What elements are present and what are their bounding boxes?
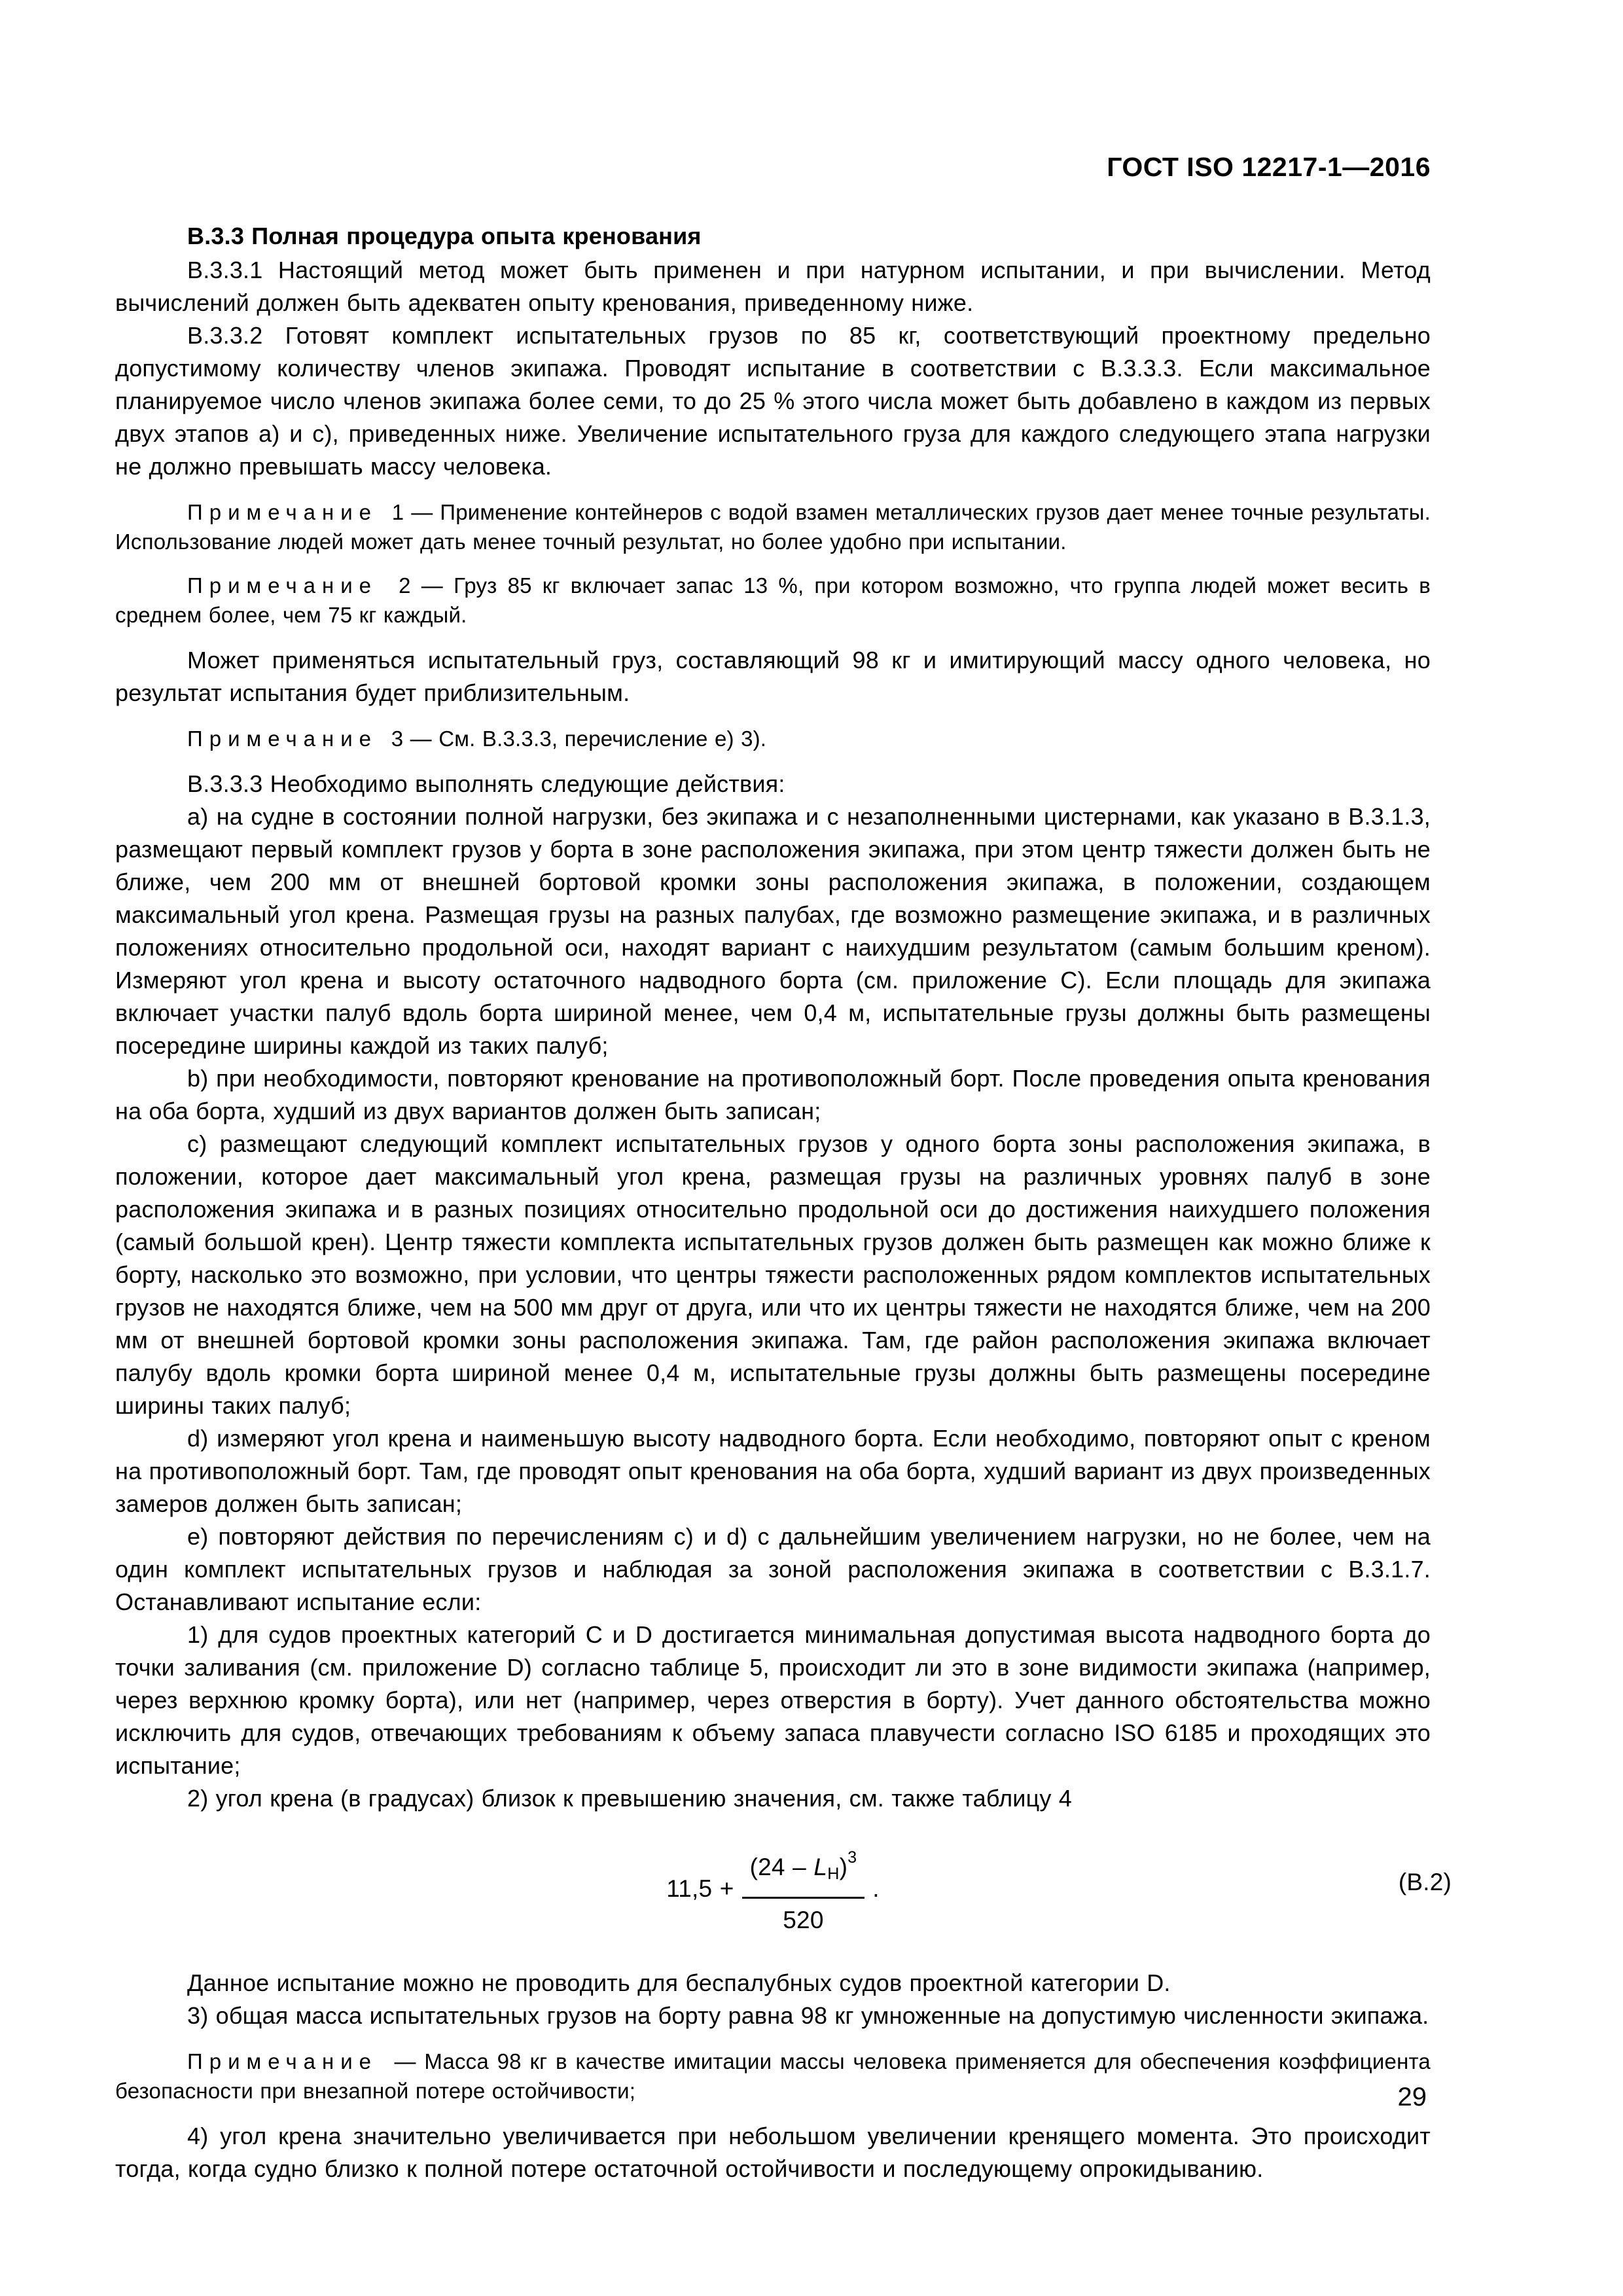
formula-denominator: 520	[783, 1907, 824, 1934]
formula-trailing-dot: .	[872, 1875, 880, 1903]
note-mass	[115, 2047, 1431, 2106]
formula-exponent: 3	[847, 1848, 857, 1867]
sub-item-3: 3) общая масса испытательных грузов на борту равна 98 кг умноженные на допустимую численности экипажа.	[187, 2002, 1429, 2030]
list-item-b: b) при необходимости, повторяют кренование на противоположный борт. После проведения опыта кренования на оба борта, худший из двух вариантов должен быть записан;	[115, 1065, 1431, 1124]
note-3	[115, 724, 1431, 753]
paragraph-test-load: Может применяться испытательный груз, составляющий 98 кг и имитирующий массу одного человека, но результат испытания будет приблизительным.	[115, 647, 1431, 706]
note-mass-text: — Масса 98 кг в качестве имитации массы человека применяется для обеспечения коэффициента безопасности при внезапной потере остойчивости;	[115, 2049, 1431, 2104]
formula-fraction	[742, 1841, 865, 1937]
section-heading: В.3.3 Полная процедура опыта кренования	[187, 223, 702, 249]
note-3-label: Примечание	[187, 726, 378, 751]
formula-num-close: )	[839, 1853, 848, 1880]
doc-code: ГОСТ ISO 12217-1—2016	[1107, 152, 1431, 182]
paragraph-deckless: Данное испытание можно не проводить для беспалубных судов проектной категории D.	[187, 1969, 1171, 1997]
formula-subscript-H: H	[827, 1865, 840, 1884]
sub-item-4: 4) угол крена значительно увеличивается при небольшом увеличении кренящего момента. Это происходит тогда, когда судно близко к полной потере остаточной остойчивости и последующему опрокидыванию.	[115, 2123, 1431, 2183]
list-item-c: с) размещают следующий комплект испытательных грузов у одного борта зоны расположения экипажа, в положении, которое дает максимальный угол крена, размещая грузы на различных уровнях палуб в зоне расположения экипажа и в разных позициях относительно продольной оси до достижения наихудшего положения (самый большой крен). Центр тяжести комплекта испытательных грузов должен быть размещен как можно ближе к борту, насколько это возможно, при условии, что центры тяжести расположенных рядом комплектов испытательных грузов не находятся ближе, чем на 500 мм друг от друга, или что их центры тяжести не находятся ближе, чем на 200 мм от внешней бортовой кромки зоны расположения экипажа. Там, где район расположения экипажа включает палубу вдоль кромки борта шириной менее 0,4 м, испытательные грузы должны быть размещены посередине ширины таких палуб;	[115, 1130, 1431, 1419]
sub-item-1: 1) для судов проектных категорий С и D достигается минимальная допустимая высота надводного борта до точки заливания (см. приложение D) согласно таблице 5, происходит ли это в зоне видимости экипажа (например, через верхнюю кромку борта), или нет (например, через отверстия в борту). Учет данного обстоятельства можно исключить для судов, отвечающих требованиям к объему запаса плавучести согласно ISO 6185 и проходящих это испытание;	[115, 1621, 1431, 1779]
note-2-label: Примечание	[187, 573, 378, 598]
formula-num-open: (24 –	[749, 1853, 814, 1880]
paragraph-b3332: В.3.3.2 Готовят комплект испытательных грузов по 85 кг, соответствующий проектному предельно допустимому количеству членов экипажа. Проводят испытание в соответствии с В.3.3.3. Если максимальное планируемое число членов экипажа более семи, то до 25 % этого числа может быть добавлено в каждом из первых двух этапов а) и с), приведенных ниже. Увеличение испытательного груза для каждого следующего этапа нагрузки не должно превышать массу человека.	[115, 322, 1431, 480]
note-2-text: 2 — Груз 85 кг включает запас 13 %, при котором возможно, что группа людей может весить в среднем более, чем 75 кг каждый.	[115, 573, 1431, 627]
note-1	[115, 497, 1431, 556]
paragraph-b3331: В.3.3.1 Настоящий метод может быть применен и при натурном испытании, и при вычислении. Метод вычислений должен быть адекватен опыту кренования, приведенному ниже.	[115, 257, 1431, 316]
section-content	[115, 220, 1452, 2185]
paragraph-b3333: В.3.3.3 Необходимо выполнять следующие действия:	[187, 770, 785, 797]
list-item-e: е) повторяют действия по перечислениям с) и d) с дальнейшим увеличением нагрузки, но не более, чем на один комплект испытательных грузов и наблюдая за зоной расположения экипажа в соответствии с В.3.1.7. Останавливают испытание если:	[115, 1523, 1431, 1615]
running-header	[1107, 152, 1431, 183]
formula-number-label: (В.2)	[1398, 1869, 1452, 1895]
note-mass-label: Примечание	[187, 2049, 378, 2074]
note-2	[115, 571, 1431, 630]
list-item-d: d) измеряют угол крена и наименьшую высоту надводного борта. Если необходимо, повторяют опыт с креном на противоположный борт. Там, где проводят опыт кренования на оба борта, худший вариант из двух произведенных замеров должен быть записан;	[115, 1425, 1431, 1517]
sub-item-2: 2) угол крена (в градусах) близок к превышению значения, см. также таблицу 4	[187, 1785, 1073, 1812]
note-1-label: Примечание	[187, 500, 378, 524]
formula-numerator	[742, 1841, 865, 1899]
formula-b2	[115, 1841, 1452, 1937]
formula-expression	[666, 1841, 880, 1937]
formula-variable-L: L	[813, 1853, 828, 1880]
formula-prefix: 11,5 +	[666, 1875, 734, 1903]
page-number: 29	[1397, 2083, 1427, 2111]
note-3-text: 3 — См. В.3.3.3, перечисление е) 3).	[378, 726, 767, 751]
note-1-text: 1 — Применение контейнеров с водой взамен металлических грузов дает менее точные результаты. Использование людей может дать менее точный результат, но более удобно при испытании.	[115, 500, 1431, 554]
list-item-a: а) на судне в состоянии полной нагрузки, без экипажа и с незаполненными цистернами, как указано в В.3.1.3, размещают первый комплект грузов у борта в зоне расположения экипажа, при этом центр тяжести должен быть не ближе, чем 200 мм от внешней бортовой кромки зоны расположения экипажа, в положении, создающем максимальный угол крена. Размещая грузы на разных палубах, где возможно размещение экипажа, и в различных положениях относительно продольной оси, находят вариант с наихудшим результатом (самым большим креном). Измеряют угол крена и высоту остаточного надводного борта (см. приложение С). Если площадь для экипажа включает участки палуб вдоль борта шириной менее, чем 0,4 м, испытательные грузы должны быть размещены посередине ширины каждой из таких палуб;	[115, 803, 1431, 1059]
